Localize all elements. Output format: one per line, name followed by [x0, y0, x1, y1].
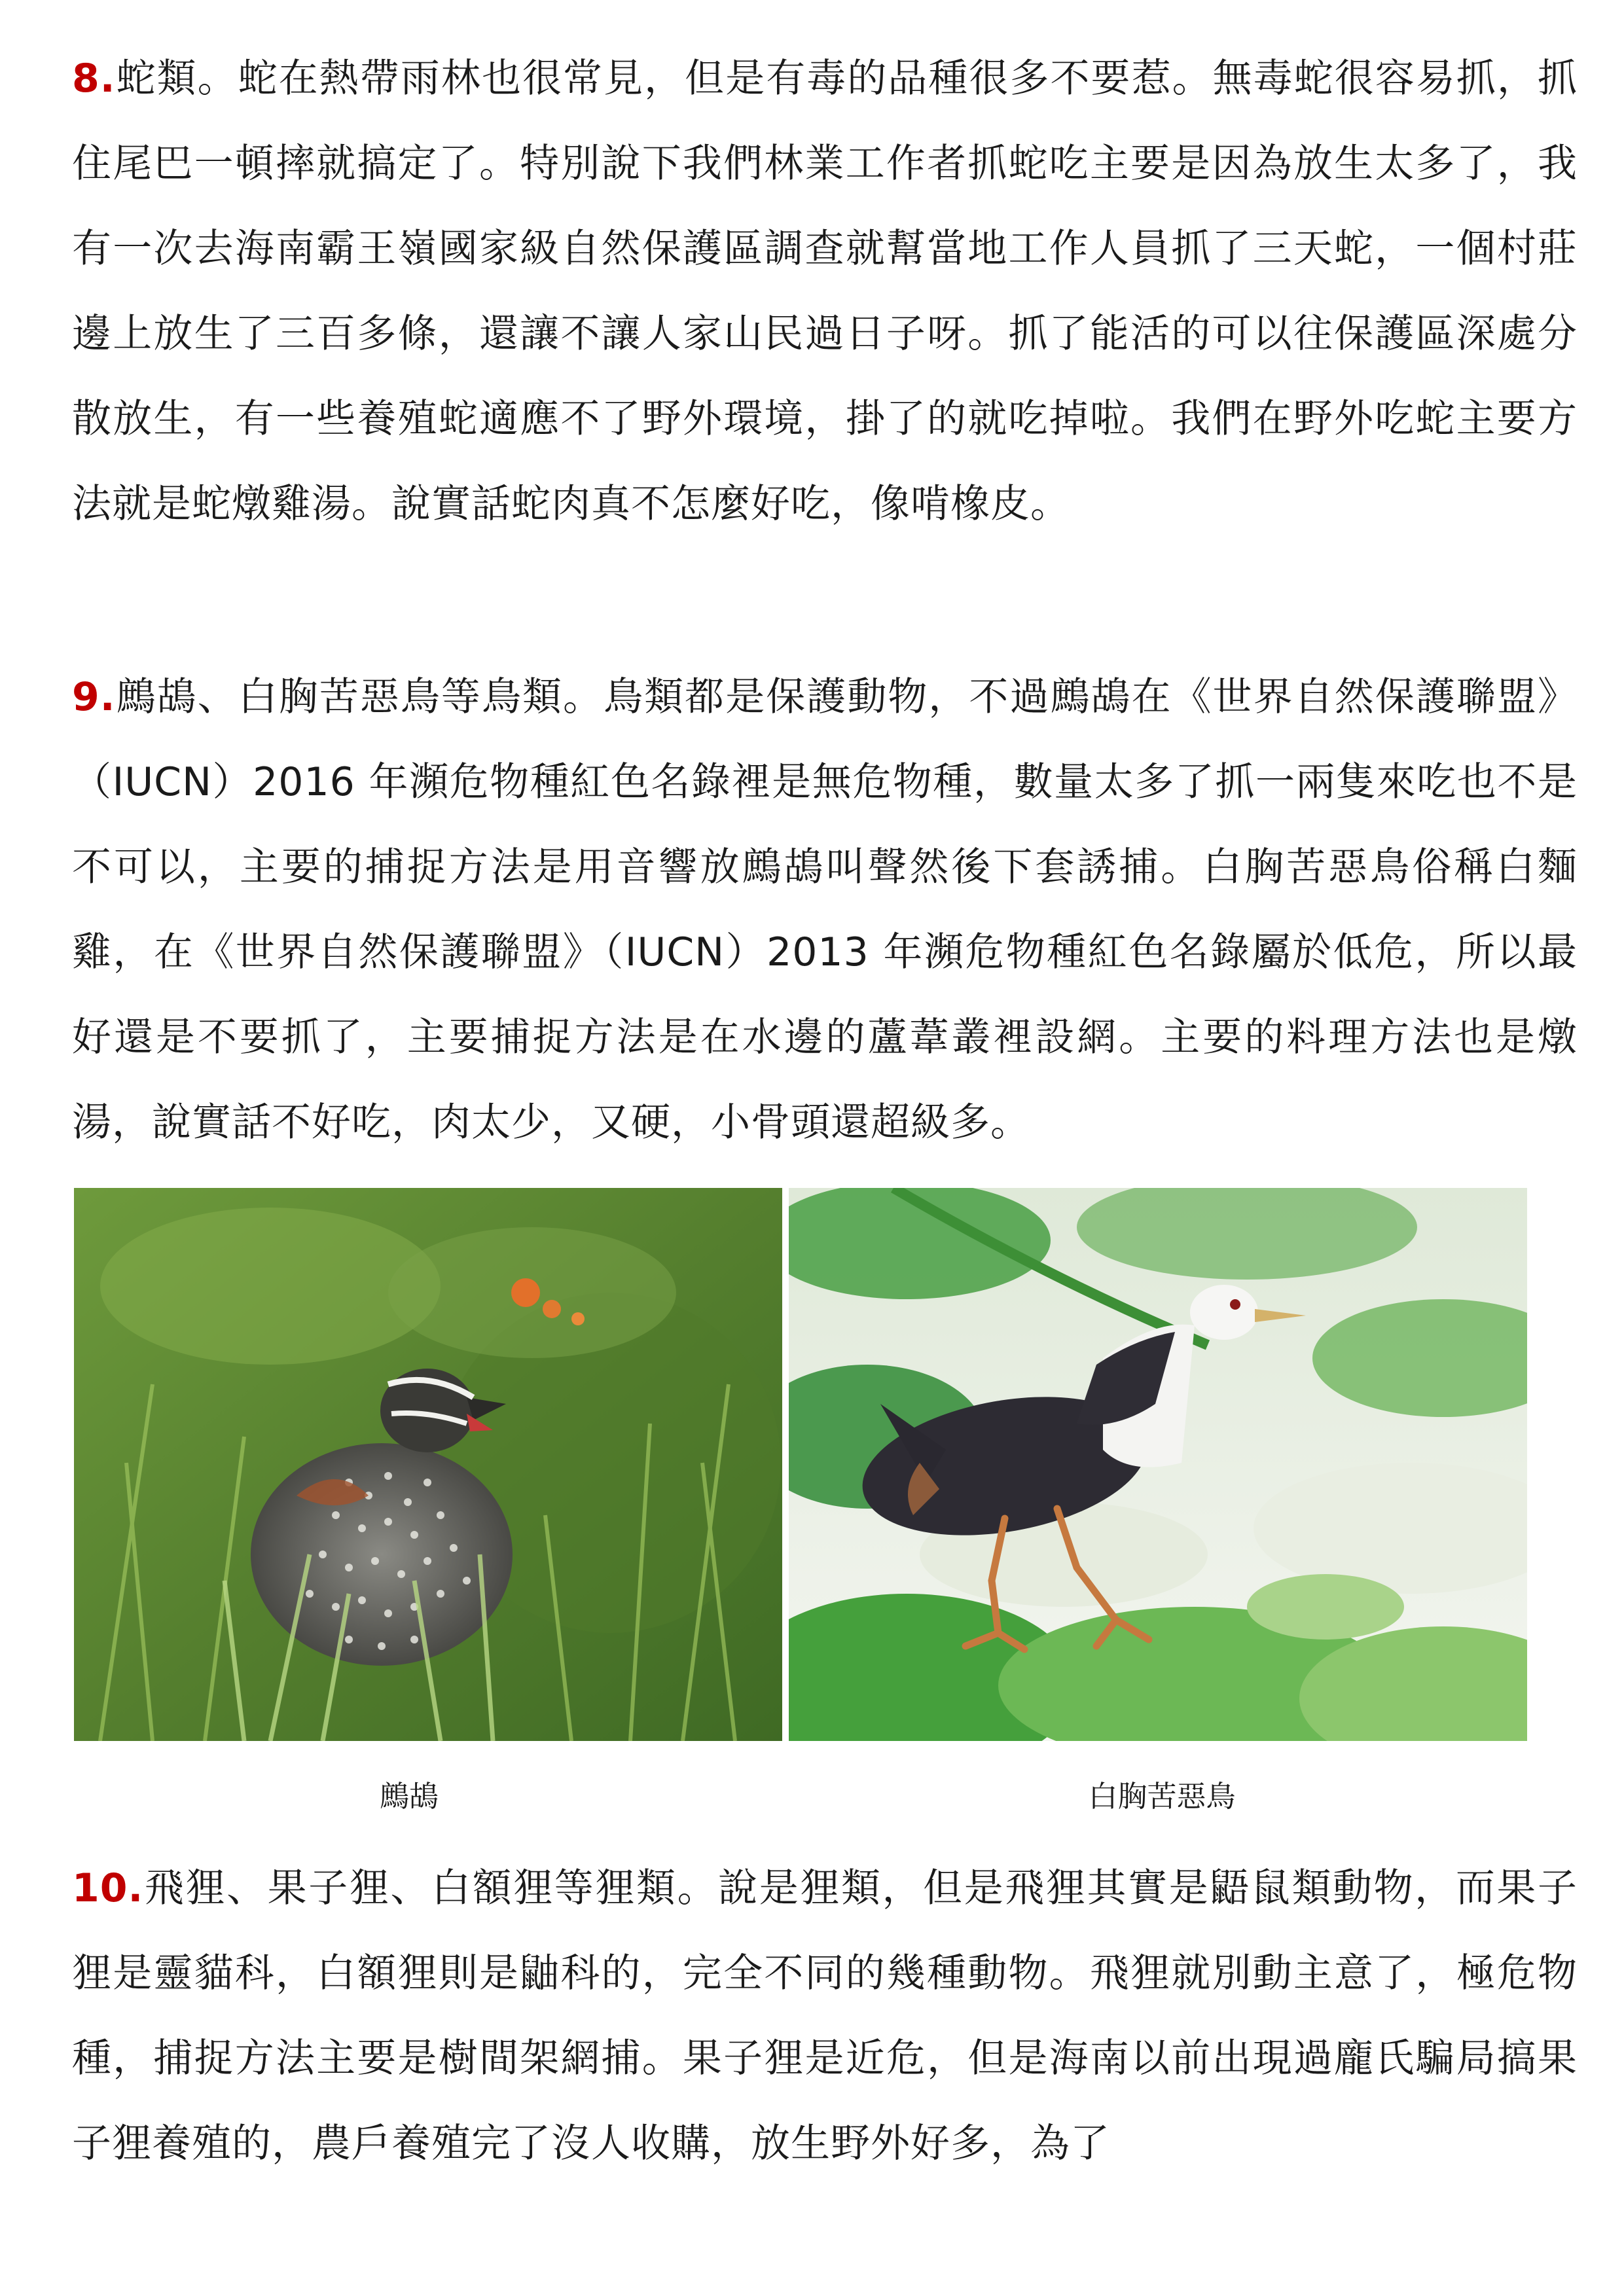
section-9-number: 9. [72, 674, 116, 720]
section-8-text: 蛇類。蛇在熱帶雨林也很常見，但是有毒的品種很多不要惹。無毒蛇很容易抓，抓住尾巴一頓摔就搞定了。特別說下我們林業工作者抓蛇吃主要是因為放生太多了，我有一次去海南霸王嶺國家級自然保護區調查就幫當地工作人員抓了三天蛇，一個村莊邊上放生了三百多條，還讓不讓人家山民過日子呀。抓了能活的可以往保護區深處分散放生，有一些養殖蛇適應不了野外環境，掛了的就吃掉啦。我們在野外吃蛇主要方法就是蛇燉雞湯。說實話蛇肉真不怎麼好吃，像啃橡皮。 [72, 56, 1578, 527]
section-10-text: 飛狸、果子狸、白額狸等狸類。說是狸類，但是飛狸其實是鼯鼠類動物，而果子狸是靈貓科，白額狸則是鼬科的，完全不同的幾種動物。飛狸就別動主意了，極危物種，捕捉方法主要是樹間架網捕。果子狸是近危，但是海南以前出現過龐氏騙局搞果子狸養殖的，農戶養殖完了沒人收購，放生野外好多，為了 [72, 1865, 1578, 2166]
section-9-paragraph [72, 655, 1578, 1165]
partridge-caption: 鷓鴣 [379, 1779, 439, 1814]
section-9-text: 鷓鴣、白胸苦惡鳥等鳥類。鳥類都是保護動物，不過鷓鴣在《世界自然保護聯盟》（IUCN）2016 年瀕危物種紅色名錄裡是無危物種，數量太多了抓一兩隻來吃也不是不可以，主要的捕捉方法是用音響放鷓鴣叫聲然後下套誘捕。白胸苦惡鳥俗稱白麵雞，在《世界自然保護聯盟》（IUCN）2013 年瀕危物種紅色名錄屬於低危，所以最好還是不要抓了，主要捕捉方法是在水邊的蘆葦叢裡設網。主要的料理方法也是燉湯，說實話不好吃，肉太少，又硬，小骨頭還超級多。 [72, 674, 1578, 1145]
waterhen-caption: 白胸苦惡鳥 [1088, 1779, 1236, 1814]
section-10-number: 10. [72, 1865, 144, 1911]
waterhen-photo [789, 1188, 1527, 1741]
section-10-paragraph [72, 1846, 1578, 2186]
partridge-photo [74, 1188, 782, 1741]
section-8-paragraph [72, 36, 1578, 547]
section-8-number: 8. [72, 56, 116, 101]
